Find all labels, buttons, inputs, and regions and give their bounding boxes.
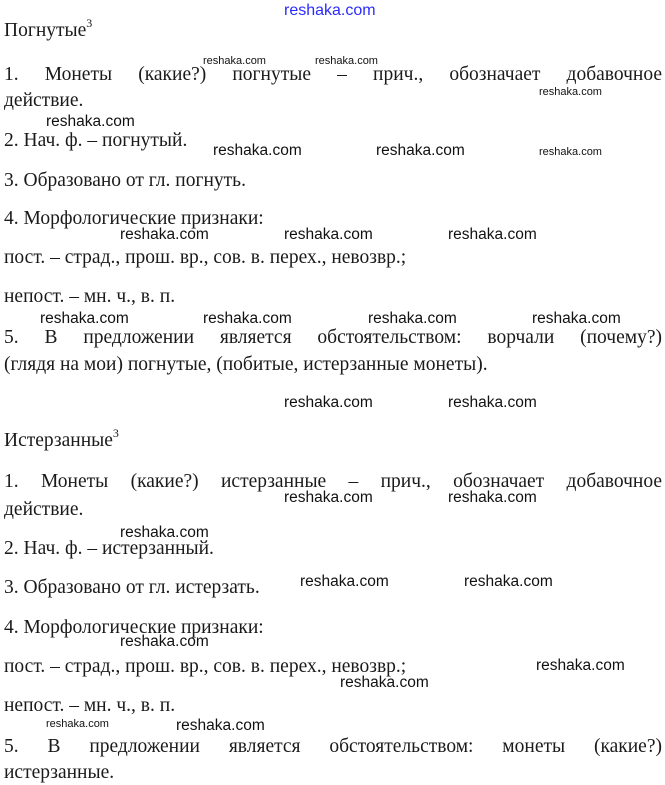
watermark: reshaka.com: [368, 310, 457, 327]
watermark: reshaka.com: [376, 142, 465, 159]
text-line: истерзанные.: [4, 762, 115, 783]
heading-sup: 3: [112, 426, 119, 440]
text-line: 1. Монеты (какие?) погнутые – прич., обозначает добавочное: [4, 64, 662, 85]
watermark: reshaka.com: [300, 573, 389, 590]
text-line: 1. Монеты (какие?) истерзанные – прич., обозначает добавочное: [4, 471, 662, 492]
watermark: reshaka.com: [284, 226, 373, 243]
text-line: действие.: [4, 499, 84, 520]
text-line: 5. В предложении является обстоятельством: монеты (какие?): [4, 736, 662, 757]
watermark: reshaka.com: [448, 226, 537, 243]
watermark: reshaka.com: [120, 633, 209, 650]
watermark: reshaka.com: [213, 142, 302, 159]
text-line: непост. – мн. ч., в. п.: [4, 286, 176, 307]
text-line: (глядя на мои) погнутые, (побитые, истерзанные монеты).: [4, 354, 488, 375]
watermark: reshaka.com: [203, 310, 292, 327]
watermark: reshaka.com: [46, 718, 109, 730]
watermark: reshaka.com: [464, 573, 553, 590]
watermark: reshaka.com: [120, 226, 209, 243]
heading-text: Истерзанные: [4, 430, 113, 451]
text-line: 3. Образовано от гл. истерзать.: [4, 577, 260, 598]
text-line: 4. Морфологические признаки:: [4, 208, 264, 229]
text-line: 5. В предложении является обстоятельством: ворчали (почему?): [4, 327, 662, 348]
watermark: reshaka.com: [284, 394, 373, 411]
watermark: reshaka.com: [448, 489, 537, 506]
section-heading-pognutye: [4, 16, 662, 42]
watermark: reshaka.com: [46, 113, 135, 130]
text-line: пост. – страд., прош. вр., сов. в. перех., невозвр.;: [4, 247, 407, 268]
heading-sup: 3: [86, 16, 93, 30]
watermark: reshaka.com: [203, 55, 266, 67]
site-watermark-top: reshaka.com: [284, 2, 376, 19]
watermark: reshaka.com: [40, 310, 129, 327]
watermark: reshaka.com: [176, 717, 265, 734]
watermark: reshaka.com: [539, 146, 602, 158]
heading-text: Погнутые: [4, 20, 87, 41]
watermark: reshaka.com: [120, 524, 209, 541]
text-line: 4. Морфологические признаки:: [4, 617, 264, 638]
watermark: reshaka.com: [536, 657, 625, 674]
text-line: действие.: [4, 90, 84, 111]
text-line: 3. Образовано от гл. погнуть.: [4, 170, 246, 191]
watermark: reshaka.com: [539, 86, 602, 98]
watermark: reshaka.com: [448, 394, 537, 411]
watermark: reshaka.com: [284, 489, 373, 506]
text-line: пост. – страд., прош. вр., сов. в. перех., невозвр.;: [4, 656, 407, 677]
text-line: 2. Нач. ф. – погнутый.: [4, 130, 188, 151]
watermark: reshaka.com: [315, 55, 378, 67]
section-heading-isterzannye: [4, 426, 662, 452]
watermark: reshaka.com: [340, 674, 429, 691]
text-line: непост. – мн. ч., в. п.: [4, 695, 176, 716]
watermark: reshaka.com: [532, 310, 621, 327]
text-line: 2. Нач. ф. – истерзанный.: [4, 538, 214, 559]
